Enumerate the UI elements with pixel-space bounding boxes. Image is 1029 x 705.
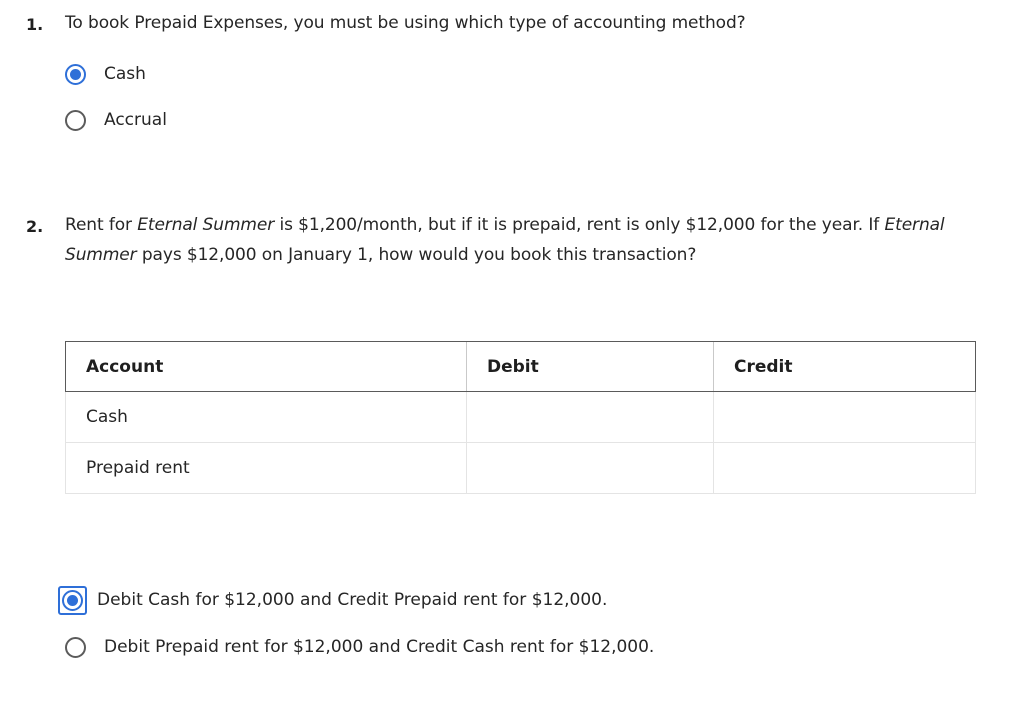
cell-credit — [714, 443, 976, 494]
q1-option-accrual-label: Accrual — [104, 110, 167, 130]
table-header-row — [66, 342, 976, 392]
table-row — [66, 443, 976, 494]
header-credit: Credit — [714, 342, 976, 392]
table-row — [66, 392, 976, 443]
prompt-company-name: Summer — [65, 245, 137, 265]
q1-option-cash-label: Cash — [104, 64, 146, 84]
prompt-text: is $1,200/month, but if it is prepaid, rent is only $12,000 for the year. If — [274, 215, 885, 235]
header-debit: Debit — [467, 342, 714, 392]
radio-selected-icon[interactable] — [62, 590, 83, 611]
q2-option-debit-cash[interactable] — [62, 585, 607, 615]
q2-option-debit-prepaid[interactable] — [65, 632, 654, 662]
journal-entry-table — [65, 341, 976, 494]
radio-selected-icon[interactable] — [65, 64, 86, 85]
prompt-text: pays $12,000 on January 1, how would you book this transaction? — [136, 245, 697, 265]
q1-option-cash[interactable] — [65, 59, 146, 89]
question-1-number: 1. — [26, 15, 44, 34]
cell-debit — [467, 392, 714, 443]
header-account: Account — [66, 342, 467, 392]
cell-credit — [714, 392, 976, 443]
radio-unselected-icon[interactable] — [65, 110, 86, 131]
prompt-text: Rent for — [65, 215, 138, 235]
question-1-prompt: To book Prepaid Expenses, you must be using which type of accounting method? — [65, 13, 746, 33]
radio-unselected-icon[interactable] — [65, 637, 86, 658]
q2-option-debit-prepaid-label: Debit Prepaid rent for $12,000 and Credit Cash rent for $12,000. — [104, 637, 655, 657]
q1-option-accrual[interactable] — [65, 105, 167, 135]
question-2-number: 2. — [26, 217, 44, 236]
prompt-company-name: Eternal Summer — [137, 215, 275, 235]
question-2-prompt — [65, 210, 945, 270]
cell-account: Prepaid rent — [66, 443, 467, 494]
focus-ring — [58, 586, 87, 615]
cell-account: Cash — [66, 392, 467, 443]
prompt-company-name: Eternal — [884, 215, 945, 235]
cell-debit — [467, 443, 714, 494]
q2-option-debit-cash-label: Debit Cash for $12,000 and Credit Prepaid rent for $12,000. — [97, 590, 608, 610]
